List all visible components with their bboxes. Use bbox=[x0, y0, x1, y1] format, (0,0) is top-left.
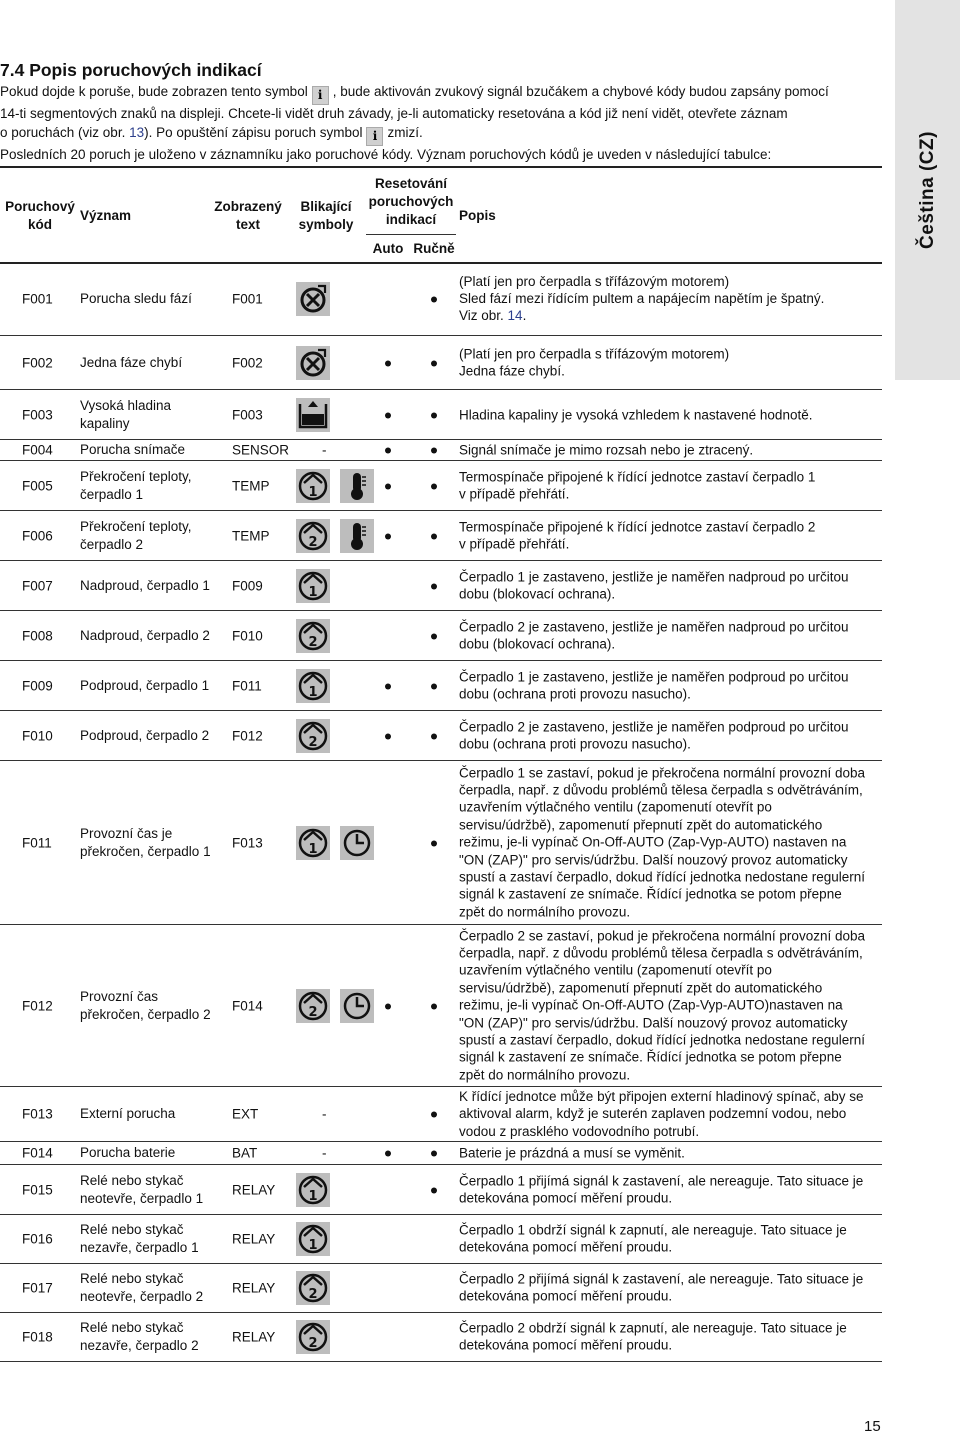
reset-auto-mark bbox=[383, 478, 393, 493]
pump2-icon bbox=[296, 619, 330, 653]
fault-code: F006 bbox=[22, 528, 53, 543]
fault-meaning: Překročení teploty, čerpadlo 1 bbox=[80, 468, 192, 502]
header-description: Popis bbox=[459, 208, 496, 223]
fault-meaning: Překročení teploty, čerpadlo 2 bbox=[80, 518, 192, 552]
thermometer-icon bbox=[340, 469, 374, 503]
info-icon: i bbox=[366, 127, 383, 146]
reset-manual-mark bbox=[429, 728, 439, 743]
fault-meaning: Externí porucha bbox=[80, 1106, 176, 1121]
reset-auto-mark bbox=[383, 678, 393, 693]
reset-auto-dot bbox=[385, 360, 391, 366]
description-text: Čerpadlo 2 je zastaveno, jestliže je naměřen podproud po určitou dobu (ochrana proti provozu nasucho). bbox=[459, 719, 849, 752]
reset-manual-mark bbox=[429, 835, 439, 850]
reset-subheader-rule bbox=[366, 234, 456, 235]
header-manual: Ručně bbox=[413, 241, 455, 256]
reset-manual-dot bbox=[431, 533, 437, 539]
description-text: (Platí jen pro čerpadla s třífázovým motorem) Jedna fáze chybí. bbox=[459, 346, 730, 379]
reset-auto-mark bbox=[383, 443, 393, 458]
fault-description bbox=[459, 668, 881, 703]
phase-icon bbox=[296, 346, 330, 380]
header-auto: Auto bbox=[372, 241, 404, 256]
display-text: RELAY bbox=[232, 1329, 276, 1345]
fault-description bbox=[459, 618, 881, 653]
table-row bbox=[0, 761, 882, 925]
fault-meaning: Porucha baterie bbox=[80, 1145, 176, 1160]
fault-code: F001 bbox=[22, 291, 53, 306]
figure-14-link[interactable]: 14 bbox=[507, 308, 523, 324]
reset-manual-mark bbox=[429, 355, 439, 370]
blink-symbols bbox=[296, 826, 374, 860]
display-text: EXT bbox=[232, 1106, 259, 1122]
table-row bbox=[0, 262, 882, 336]
no-symbol-dash: - bbox=[322, 1145, 327, 1161]
reset-manual-dot bbox=[431, 412, 437, 418]
fault-code: F004 bbox=[22, 442, 53, 458]
fault-code: F017 bbox=[22, 1280, 53, 1296]
display-text: F013 bbox=[232, 835, 263, 850]
blink-symbols bbox=[296, 1146, 327, 1161]
description-text: Čerpadlo 1 obdrží signál k zapnutí, ale nereaguje. Tato situace je detekována pomocí měření proudu. bbox=[459, 1222, 847, 1255]
fault-meaning: Nadproud, čerpadlo 1 bbox=[80, 577, 210, 593]
reset-manual-mark bbox=[429, 291, 439, 306]
pump1-icon bbox=[296, 569, 330, 603]
reset-auto-dot bbox=[385, 733, 391, 739]
blink-symbols bbox=[296, 519, 374, 553]
fault-meaning: Porucha sledu fází bbox=[80, 290, 192, 306]
level-icon bbox=[296, 398, 330, 432]
blink-symbols bbox=[296, 719, 330, 753]
fault-code: F003 bbox=[22, 407, 53, 422]
fault-meaning: Podproud, čerpadlo 1 bbox=[80, 677, 210, 693]
svg-text:2: 2 bbox=[308, 1287, 318, 1302]
fault-meaning: Relé nebo stykač neotevře, čerpadlo 1 bbox=[80, 1172, 204, 1206]
clock-icon bbox=[340, 989, 374, 1023]
reset-manual-dot bbox=[431, 583, 437, 589]
reset-manual-dot bbox=[431, 1151, 437, 1157]
reset-manual-dot bbox=[431, 483, 437, 489]
blink-symbols bbox=[296, 619, 330, 653]
fault-code: F008 bbox=[22, 628, 53, 643]
description-tail: . bbox=[522, 308, 527, 324]
table-row bbox=[0, 661, 882, 711]
thermometer-icon bbox=[340, 519, 374, 553]
pump1-icon bbox=[296, 1173, 330, 1207]
blink-symbols bbox=[296, 569, 330, 603]
table-row bbox=[0, 1087, 882, 1142]
display-text: TEMP bbox=[232, 528, 270, 543]
no-symbol-dash: - bbox=[322, 442, 327, 458]
display-text: F011 bbox=[232, 678, 262, 693]
reset-manual-dot bbox=[431, 360, 437, 366]
fault-description bbox=[459, 568, 881, 603]
reset-manual-dot bbox=[431, 448, 437, 454]
description-text: Čerpadlo 2 přijímá signál k zastavení, ale nereaguje. Tato situace je detekována pomocí měření proudu. bbox=[459, 1271, 864, 1304]
reset-manual-mark bbox=[429, 407, 439, 422]
fault-meaning: Relé nebo stykač neotevře, čerpadlo 2 bbox=[80, 1271, 204, 1304]
pump2-icon bbox=[296, 719, 330, 753]
svg-text:2: 2 bbox=[308, 734, 318, 750]
description-text: Čerpadlo 2 obdrží signál k zapnutí, ale nereaguje. Tato situace je detekována pomocí měření proudu. bbox=[459, 1320, 847, 1353]
fault-description bbox=[459, 1271, 881, 1306]
header-code: Poruchový kód bbox=[5, 199, 75, 232]
svg-text:1: 1 bbox=[308, 1238, 318, 1253]
reset-manual-mark bbox=[429, 478, 439, 493]
svg-text:1: 1 bbox=[308, 584, 318, 600]
reset-manual-dot bbox=[431, 1003, 437, 1009]
reset-manual-mark bbox=[429, 578, 439, 593]
pump1-icon bbox=[296, 469, 330, 503]
display-text: RELAY bbox=[232, 1231, 276, 1247]
description-text: Baterie je prázdná a musí se vyměnit. bbox=[459, 1145, 685, 1161]
reset-manual-dot bbox=[431, 683, 437, 689]
svg-text:1: 1 bbox=[308, 484, 318, 500]
table-row bbox=[0, 561, 882, 611]
fault-code: F013 bbox=[22, 1106, 53, 1122]
reset-manual-mark bbox=[429, 443, 439, 458]
fault-code: F011 bbox=[22, 835, 52, 850]
reset-auto-dot bbox=[385, 448, 391, 454]
header-reset: Resetování poruchových indikací bbox=[368, 176, 454, 227]
fault-code: F007 bbox=[22, 578, 53, 593]
svg-text:2: 2 bbox=[308, 534, 318, 550]
pump2-icon bbox=[296, 1320, 330, 1354]
svg-text:1: 1 bbox=[308, 1188, 318, 1204]
svg-text:2: 2 bbox=[308, 1336, 318, 1351]
fault-code: F005 bbox=[22, 478, 53, 493]
fault-code: F009 bbox=[22, 678, 53, 693]
reset-manual-mark bbox=[429, 628, 439, 643]
description-text: Termospínače připojené k řídící jednotce zastaví čerpadlo 2 v případě přehřátí. bbox=[459, 519, 816, 552]
pump2-icon bbox=[296, 519, 330, 553]
section-title: 7.4 Popis poruchových indikací bbox=[0, 60, 262, 80]
description-text: Čerpadlo 2 je zastaveno, jestliže je naměřen nadproud po určitou dobu (blokovací ochrana). bbox=[459, 619, 849, 652]
fault-meaning: Porucha snímače bbox=[80, 442, 186, 457]
display-text: F002 bbox=[232, 355, 263, 370]
fault-meaning: Vysoká hladina kapaliny bbox=[80, 397, 172, 431]
description-text: Čerpadlo 1 se zastaví, pokud je překročena normální provozní doba čerpadla, např. z důvodu problémů tělesa čerpadla s odvětráváním, uzavřením výtlačného ventilu (zapomenutí otevřít po servisu/údržbě), zapomenutí přepnutí zpět do automatického režimu, je-li vypínač On-Off-AUTO (Zap-Vyp-AUTO) nastaven na "ON (ZAP)" pro servis/údržbu. Další nouzový provoz automaticky spustí a zastaví čerpadlo, dokud řídící jednotka nedostane regulerní signál k zastavení ze snímače. Řídící jednotka se potom přepne zpět do normálního provozu. bbox=[459, 765, 866, 920]
reset-manual-mark bbox=[429, 998, 439, 1013]
reset-manual-dot bbox=[431, 296, 437, 302]
reset-auto-mark bbox=[383, 407, 393, 422]
blink-symbols bbox=[296, 1222, 330, 1256]
fault-meaning: Jedna fáze chybí bbox=[80, 354, 183, 370]
fault-description bbox=[459, 1320, 881, 1355]
fault-description bbox=[459, 441, 881, 458]
table-row bbox=[0, 336, 882, 390]
fault-description bbox=[459, 718, 881, 753]
reset-manual-dot bbox=[431, 733, 437, 739]
clock-icon bbox=[340, 826, 374, 860]
fault-meaning: Nadproud, čerpadlo 2 bbox=[80, 627, 210, 643]
description-text: Termospínače připojené k řídící jednotce zastaví čerpadlo 1 v případě přehřátí. bbox=[459, 469, 816, 502]
svg-text:1: 1 bbox=[308, 684, 318, 700]
reset-manual-mark bbox=[429, 1182, 439, 1197]
fault-code: F010 bbox=[22, 728, 53, 743]
intro-paragraph: Pokud dojde k poruše, bude zobrazen tento symbol i , bude aktivován zvukový signál bzučákem a chybové kódy budou zapsány pomocí 14-ti segmentových znaků na displeji. Chcete-li vidět druh závady, je-li automaticky resetována a kód již není vidět, otevřete záznam o poruchách (viz obr. 13). Po opuštění zápisu poruch symbol i zmizí. Posledních 20 poruch je uloženo v záznamníku jako poruchové kódy. Význam poruchových kódů je uveden v následující tabulce: bbox=[0, 84, 829, 162]
header-meaning: Význam bbox=[80, 208, 132, 223]
display-text: F009 bbox=[232, 578, 263, 593]
reset-auto-dot bbox=[385, 412, 391, 418]
fault-code: F012 bbox=[22, 998, 53, 1013]
fault-description bbox=[459, 272, 881, 324]
table-row bbox=[0, 925, 882, 1087]
reset-auto-mark bbox=[383, 528, 393, 543]
blink-symbols bbox=[296, 1173, 330, 1207]
pump1-icon bbox=[296, 1222, 330, 1256]
display-text: TEMP bbox=[232, 478, 270, 493]
reset-auto-mark bbox=[383, 355, 393, 370]
phase-icon bbox=[296, 282, 330, 316]
header-display: Zobrazený text bbox=[214, 199, 282, 232]
fault-description bbox=[459, 345, 881, 380]
display-text: F010 bbox=[232, 628, 263, 643]
description-text: Čerpadlo 1 přijímá signál k zastavení, ale nereaguje. Tato situace je detekována pomocí měření proudu. bbox=[459, 1173, 864, 1206]
pump1-icon bbox=[296, 826, 330, 860]
no-symbol-dash: - bbox=[322, 1106, 327, 1122]
blink-symbols bbox=[296, 282, 330, 316]
info-icon: i bbox=[312, 86, 329, 105]
blink-symbols bbox=[296, 346, 330, 380]
fault-description bbox=[459, 1144, 881, 1161]
fault-code: F002 bbox=[22, 355, 53, 370]
reset-manual-dot bbox=[431, 840, 437, 846]
table-row bbox=[0, 1264, 882, 1313]
fault-description bbox=[459, 1172, 881, 1207]
description-text: Čerpadlo 1 je zastaveno, jestliže je naměřen podproud po určitou dobu (ochrana proti provozu nasucho). bbox=[459, 669, 849, 702]
display-text: F001 bbox=[232, 291, 263, 306]
table-row bbox=[0, 1142, 882, 1165]
table-row bbox=[0, 440, 882, 461]
description-text: Hladina kapaliny je vysoká vzhledem k nastavené hodnotě. bbox=[459, 406, 813, 422]
table-row bbox=[0, 461, 882, 511]
fault-code: F016 bbox=[22, 1231, 53, 1247]
fault-description bbox=[459, 468, 881, 503]
display-text: BAT bbox=[232, 1145, 258, 1161]
language-label: Čeština (CZ) bbox=[916, 131, 938, 249]
pump2-icon bbox=[296, 989, 330, 1023]
description-text: (Platí jen pro čerpadla s třífázovým motorem) Sled fází mezi řídícím pultem a napájecím napětím je špatný. Viz obr. bbox=[459, 273, 825, 324]
fault-meaning: Relé nebo stykač nezavře, čerpadlo 2 bbox=[80, 1320, 199, 1353]
table-row bbox=[0, 611, 882, 661]
blink-symbols bbox=[296, 443, 327, 458]
fault-description bbox=[459, 927, 881, 1084]
blink-symbols bbox=[296, 1107, 327, 1122]
svg-text:2: 2 bbox=[308, 634, 318, 650]
display-text: RELAY bbox=[232, 1182, 276, 1197]
pump1-icon bbox=[296, 669, 330, 703]
description-text: K řídící jednotce může být připojen externí hladinový spínač, aby se aktivoval alarm, když je suterén zaplaven podzemní vodou, nebo vodou z prasklého vodovodního potrubí. bbox=[459, 1088, 864, 1139]
fault-meaning: Provozní čas je překročen, čerpadlo 1 bbox=[80, 825, 211, 859]
reset-auto-dot bbox=[385, 533, 391, 539]
reset-auto-dot bbox=[385, 1003, 391, 1009]
table-row bbox=[0, 1215, 882, 1264]
blink-symbols bbox=[296, 469, 374, 503]
reset-manual-mark bbox=[429, 1107, 439, 1122]
display-text: F003 bbox=[232, 407, 263, 422]
reset-auto-dot bbox=[385, 683, 391, 689]
fault-description bbox=[459, 1222, 881, 1257]
fault-description bbox=[459, 406, 881, 423]
table-row bbox=[0, 1313, 882, 1362]
fault-meaning: Relé nebo stykač nezavře, čerpadlo 1 bbox=[80, 1222, 199, 1255]
blink-symbols bbox=[296, 989, 374, 1023]
display-text: RELAY bbox=[232, 1280, 276, 1296]
reset-manual-dot bbox=[431, 633, 437, 639]
blink-symbols bbox=[296, 1271, 330, 1305]
fault-meaning: Podproud, čerpadlo 2 bbox=[80, 727, 210, 743]
pump2-icon bbox=[296, 1271, 330, 1305]
fault-description bbox=[459, 764, 881, 921]
description-text: Signál snímače je mimo rozsah nebo je ztracený. bbox=[459, 442, 754, 458]
reset-manual-mark bbox=[429, 678, 439, 693]
table-row bbox=[0, 511, 882, 561]
reset-auto-mark bbox=[383, 998, 393, 1013]
page-number: 15 bbox=[864, 1418, 881, 1435]
figure-13-link[interactable]: 13 bbox=[129, 124, 145, 140]
description-text: Čerpadlo 2 se zastaví, pokud je překročena normální provozní doba čerpadla, např. z důvodu problémů tělesa čerpadla s odvětráváním, uzavřením výtlačného ventilu (zapomenutí otevřít po servisu/údržbě), zapomenutí přepnutí zpět do automatického režimu, je-li vypínač On-Off-AUTO (Zap-Vyp-AUTO)nastaven na "ON (ZAP)" pro servis/údržbu. Další nouzový provoz automaticky spustí a zastaví čerpadlo, dokud řídící jednotka nedostane regulerní signál k zastavení ze snímače. Řídící jednotka se potom přepne zpět do normálního provozu. bbox=[459, 928, 866, 1083]
table-top-rule bbox=[0, 166, 882, 168]
fault-description bbox=[459, 1088, 881, 1140]
fault-code: F015 bbox=[22, 1182, 53, 1197]
header-symbols: Blikající symboly bbox=[298, 199, 354, 232]
reset-manual-dot bbox=[431, 1187, 437, 1193]
reset-manual-mark bbox=[429, 528, 439, 543]
display-text: SENSOR bbox=[232, 442, 290, 458]
table-row bbox=[0, 390, 882, 440]
fault-code: F014 bbox=[22, 1145, 53, 1161]
description-text: Čerpadlo 1 je zastaveno, jestliže je naměřen nadproud po určitou dobu (blokovací ochrana). bbox=[459, 569, 849, 602]
svg-text:2: 2 bbox=[308, 1004, 318, 1020]
reset-auto-mark bbox=[383, 1146, 393, 1161]
reset-manual-dot bbox=[431, 1112, 437, 1118]
fault-code: F018 bbox=[22, 1329, 53, 1345]
svg-text:1: 1 bbox=[308, 841, 318, 857]
table-row bbox=[0, 711, 882, 761]
reset-auto-mark bbox=[383, 728, 393, 743]
language-side-tab bbox=[895, 0, 960, 380]
fault-description bbox=[459, 518, 881, 553]
reset-auto-dot bbox=[385, 483, 391, 489]
table-row bbox=[0, 1165, 882, 1215]
reset-manual-mark bbox=[429, 1146, 439, 1161]
reset-auto-dot bbox=[385, 1151, 391, 1157]
display-text: F014 bbox=[232, 998, 263, 1013]
blink-symbols bbox=[296, 1320, 330, 1354]
display-text: F012 bbox=[232, 728, 263, 743]
blink-symbols bbox=[296, 398, 330, 432]
blink-symbols bbox=[296, 669, 330, 703]
fault-meaning: Provozní čas překročen, čerpadlo 2 bbox=[80, 988, 211, 1022]
